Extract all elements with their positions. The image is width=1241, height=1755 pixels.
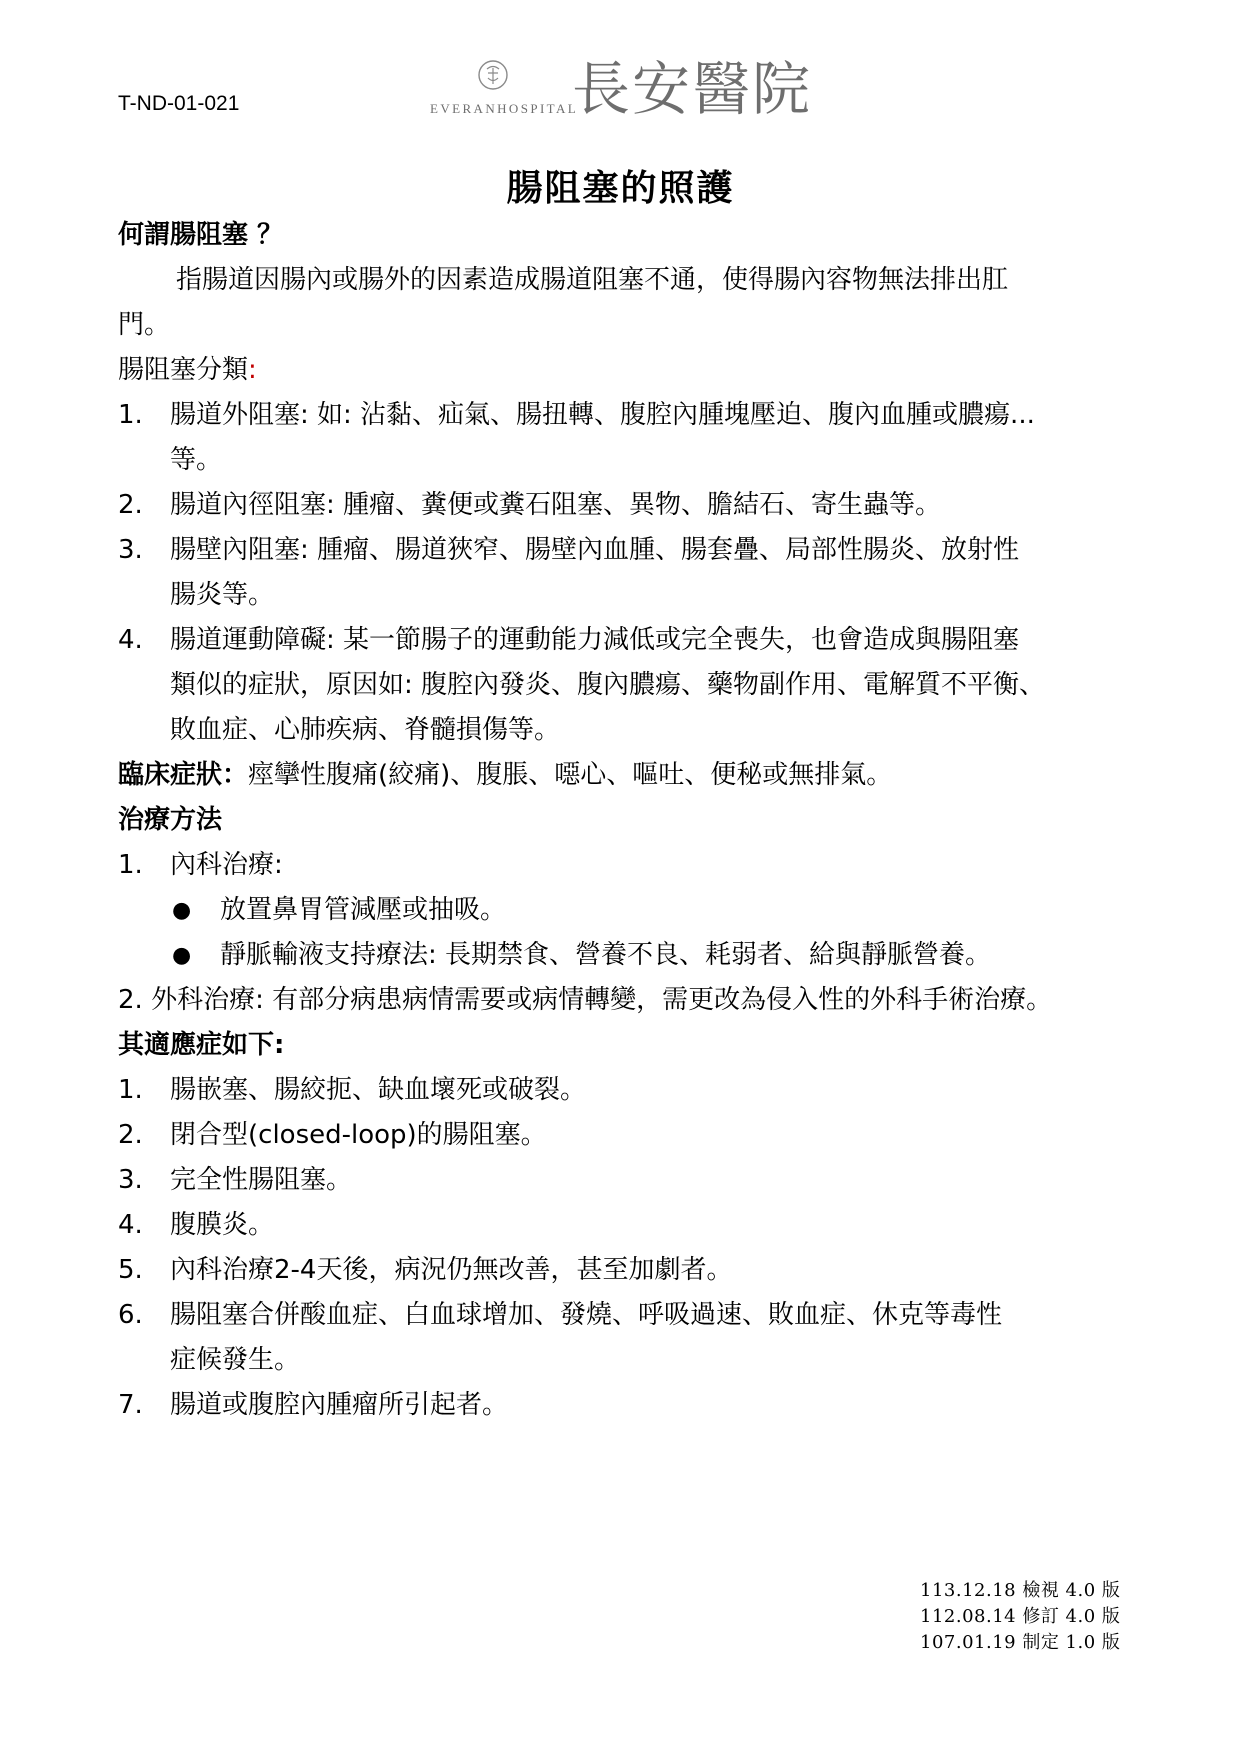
list-item	[118, 1383, 1128, 1428]
symptoms-text: 痙攣性腹痛(絞痛)、腹脹、噁心、嘔吐、便秘或無排氣。	[248, 760, 893, 790]
logo-chinese-text: 長安醫院	[572, 55, 813, 123]
list-text: 腹膜炎。	[170, 1210, 275, 1240]
list-text: 症候發生。	[170, 1345, 301, 1375]
list-item	[118, 393, 1128, 483]
list-item	[118, 1068, 1128, 1113]
list-item	[118, 1248, 1128, 1293]
list-number: 2.	[118, 490, 143, 520]
list-item	[118, 618, 1128, 753]
list-number: 5.	[118, 1255, 143, 1285]
symptoms-paragraph	[118, 753, 1128, 798]
list-item	[118, 1158, 1128, 1203]
bullet-item	[118, 888, 1128, 933]
list-text: 腸道內徑阻塞: 腫瘤、糞便或糞石阻塞、異物、膽結石、寄生蟲等。	[170, 490, 942, 520]
list-text: 閉合型(closed-loop)的腸阻塞。	[170, 1120, 547, 1150]
list-text: 腸壁內阻塞: 腫瘤、腸道狹窄、腸壁內血腫、腸套疊、局部性腸炎、放射性	[170, 535, 1020, 565]
list-number: 1.	[118, 1075, 143, 1105]
section-heading-indications: 其適應症如下:	[118, 1030, 285, 1060]
definition-line-1: 指腸道因腸內或腸外的因素造成腸道阻塞不通，使得腸內容物無法排出肛	[176, 265, 1009, 295]
list-text: 腸阻塞合併酸血症、白血球增加、發燒、呼吸過速、敗血症、休克等毒性	[170, 1300, 1003, 1330]
classification-colon: :	[248, 355, 257, 385]
bullet-icon: ●	[172, 943, 192, 968]
document-code: T-ND-01-021	[118, 92, 240, 115]
list-number: 1.	[118, 400, 143, 430]
hospital-logo	[430, 55, 830, 123]
bullet-text: 靜脈輸液支持療法: 長期禁食、營養不良、耗弱者、給與靜脈營養。	[220, 940, 992, 970]
list-item	[118, 1113, 1128, 1158]
list-text: 腸道或腹腔內腫瘤所引起者。	[170, 1390, 509, 1420]
list-text: 內科治療:	[170, 850, 283, 880]
section-heading-treatment: 治療方法	[118, 805, 223, 835]
symptoms-label: 臨床症狀：	[118, 760, 249, 790]
bullet-text: 放置鼻胃管減壓或抽吸。	[220, 895, 507, 925]
revision-line: 113.12.18 檢視 4.0 版	[920, 1580, 1121, 1601]
list-text: 等。	[170, 445, 223, 475]
list-number: 3.	[118, 1165, 143, 1195]
list-text: 內科治療2-4天後，病況仍無改善，甚至加劇者。	[170, 1255, 733, 1285]
list-number: 1.	[118, 850, 143, 880]
page-title: 腸阻塞的照護	[506, 168, 735, 209]
revision-line: 107.01.19 制定 1.0 版	[920, 1632, 1121, 1653]
bullet-icon: ●	[172, 898, 192, 923]
list-number: 4.	[118, 625, 143, 655]
list-text: 敗血症、心肺疾病、脊髓損傷等。	[170, 715, 561, 745]
bullet-item	[118, 933, 1128, 978]
list-text: 腸道外阻塞: 如: 沾黏、疝氣、腸扭轉、腹腔內腫塊壓迫、腹內血腫或膿瘍...	[170, 400, 1035, 430]
list-number: 7.	[118, 1390, 143, 1420]
list-text: 類似的症狀，原因如: 腹腔內發炎、腹內膿瘍、藥物副作用、電解質不平衡、	[170, 670, 1046, 700]
list-item	[118, 483, 1128, 528]
list-text: 腸嵌塞、腸絞扼、缺血壞死或破裂。	[170, 1075, 587, 1105]
list-number: 6.	[118, 1300, 143, 1330]
revision-line: 112.08.14 修訂 4.0 版	[920, 1606, 1121, 1627]
list-item	[118, 528, 1128, 618]
revision-history	[920, 1578, 1120, 1656]
list-text: 腸炎等。	[170, 580, 275, 610]
classification-heading	[118, 348, 1128, 393]
list-item	[118, 1203, 1128, 1248]
list-item	[118, 1293, 1128, 1383]
list-text: 腸道運動障礙: 某一節腸子的運動能力減低或完全喪失，也會造成與腸阻塞	[170, 625, 1020, 655]
list-number: 4.	[118, 1210, 143, 1240]
list-number: 3.	[118, 535, 143, 565]
classification-label: 腸阻塞分類	[118, 355, 249, 385]
document-body	[118, 213, 1128, 1428]
surgical-treatment-line: 2. 外科治療: 有部分病患病情需要或病情轉變，需更改為侵入性的外科手術治療。	[118, 985, 1053, 1015]
list-item	[118, 843, 1128, 888]
logo-english-text: EVERANHOSPITAL	[430, 101, 579, 116]
definition-line-2: 門。	[118, 310, 171, 340]
section-heading-definition: 何謂腸阻塞 ？	[118, 220, 284, 250]
hospital-emblem-icon	[476, 58, 510, 92]
list-text: 完全性腸阻塞。	[170, 1165, 353, 1195]
list-number: 2.	[118, 1120, 143, 1150]
